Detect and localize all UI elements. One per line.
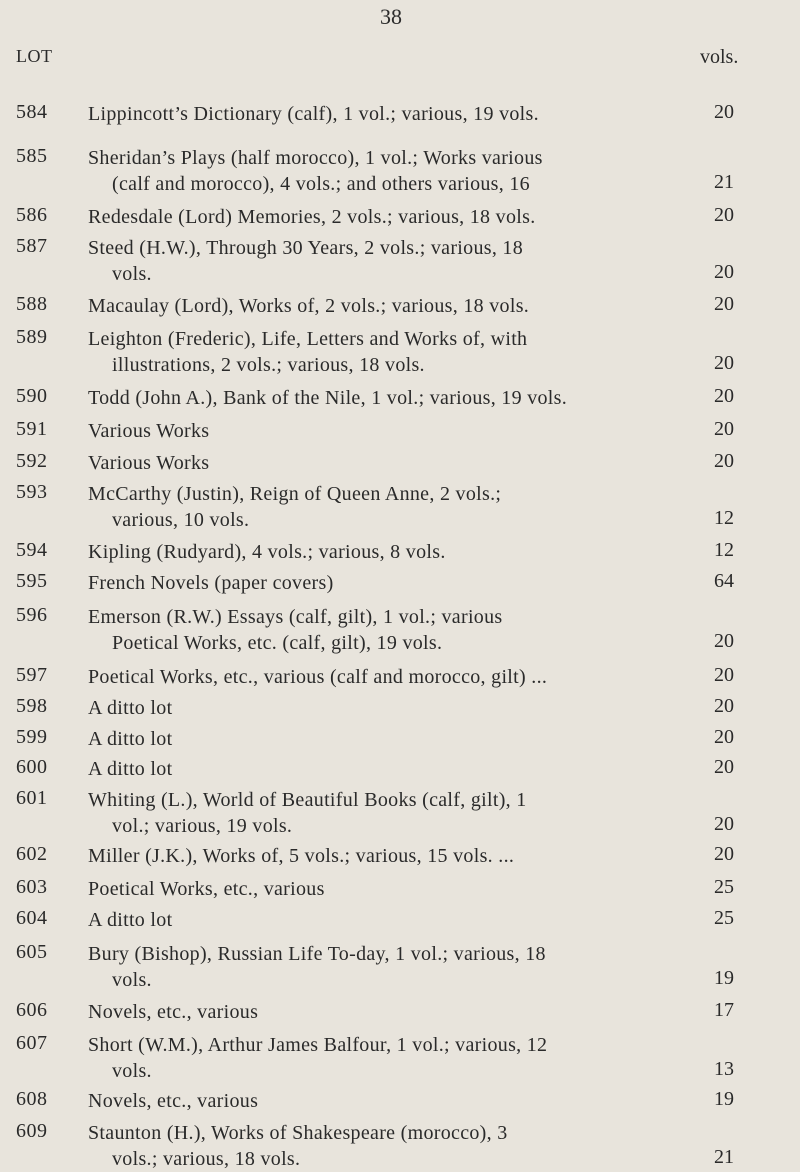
lot-description-continuation: various, 10 vols.: [112, 509, 250, 531]
lot-volume-count: 20: [714, 630, 734, 652]
lot-description: [88, 876, 648, 902]
lot-number: 599: [16, 726, 48, 748]
lot-description-line: A ditto lot: [88, 697, 173, 719]
lot-description-continuation: vols.: [112, 263, 152, 285]
lot-volume-count: 13: [714, 1058, 734, 1080]
lot-description-line: Todd (John A.), Bank of the Nile, 1 vol.; various, 19 vols.: [88, 387, 568, 409]
lot-number: 603: [16, 876, 48, 898]
lot-number: 600: [16, 756, 48, 778]
lot-description-line: Staunton (H.), Works of Shakespeare (morocco), 3: [88, 1122, 508, 1144]
lot-number: 601: [16, 787, 48, 809]
lot-description-line: Various Works: [88, 452, 210, 474]
lot-volume-count: 20: [714, 418, 734, 440]
lot-volume-count: 20: [714, 352, 734, 374]
lot-volume-count: 21: [714, 171, 734, 193]
lot-number: 592: [16, 450, 48, 472]
lot-volume-count: 20: [714, 204, 734, 226]
lot-description: [88, 450, 648, 476]
lot-number: 598: [16, 695, 48, 717]
lot-number: 591: [16, 418, 48, 440]
lot-volume-count: 20: [714, 756, 734, 778]
lot-volume-count: 17: [714, 999, 734, 1021]
lot-description: [88, 787, 648, 839]
lot-description-line: Miller (J.K.), Works of, 5 vols.; various, 15 vols. ...: [88, 845, 515, 867]
lot-description: [88, 293, 648, 319]
lot-number: 595: [16, 570, 48, 592]
lot-description: [88, 1120, 648, 1172]
lot-description: [88, 204, 648, 230]
lot-description-continuation: (calf and morocco), 4 vols.; and others various, 16: [112, 173, 530, 195]
lot-number: 593: [16, 481, 48, 503]
lot-description: [88, 570, 648, 596]
lot-number: 585: [16, 145, 48, 167]
lot-number: 604: [16, 907, 48, 929]
lot-description: [88, 999, 648, 1025]
lot-description-line: Emerson (R.W.) Essays (calf, gilt), 1 vol.; various: [88, 606, 503, 628]
lot-description: [88, 726, 648, 752]
lot-volume-count: 20: [714, 261, 734, 283]
lot-description-line: Poetical Works, etc., various: [88, 878, 325, 900]
lot-volume-count: 20: [714, 664, 734, 686]
lot-number: 589: [16, 326, 48, 348]
lot-description: [88, 539, 648, 565]
lot-description: [88, 695, 648, 721]
lot-description: [88, 418, 648, 444]
lot-volume-count: 20: [714, 101, 734, 123]
lot-volume-count: 19: [714, 967, 734, 989]
lot-description: [88, 145, 648, 197]
lot-description: [88, 1088, 648, 1114]
lot-description: [88, 604, 648, 656]
lot-description-line: Bury (Bishop), Russian Life To-day, 1 vol.; various, 18: [88, 943, 546, 965]
lot-number: 596: [16, 604, 48, 626]
lot-number: 594: [16, 539, 48, 561]
lot-description-line: Steed (H.W.), Through 30 Years, 2 vols.; various, 18: [88, 237, 524, 259]
lot-description-continuation: Poetical Works, etc. (calf, gilt), 19 vols.: [112, 632, 443, 654]
lot-description: [88, 907, 648, 933]
lot-volume-count: 20: [714, 385, 734, 407]
lot-description-line: Macaulay (Lord), Works of, 2 vols.; various, 18 vols.: [88, 295, 530, 317]
lot-volume-count: 25: [714, 876, 734, 898]
lot-number: 586: [16, 204, 48, 226]
lot-description-continuation: vols.; various, 18 vols.: [112, 1148, 301, 1170]
lot-description-line: Whiting (L.), World of Beautiful Books (calf, gilt), 1: [88, 789, 527, 811]
lot-description-line: Lippincott’s Dictionary (calf), 1 vol.; various, 19 vols.: [88, 103, 539, 125]
lot-description-line: French Novels (paper covers): [88, 572, 334, 594]
lot-description: [88, 664, 648, 690]
lot-description-continuation: vols.: [112, 1060, 152, 1082]
lot-description-continuation: vol.; various, 19 vols.: [112, 815, 293, 837]
lot-volume-count: 12: [714, 507, 734, 529]
lot-description: [88, 235, 648, 287]
lot-number: 584: [16, 101, 48, 123]
lot-volume-count: 20: [714, 843, 734, 865]
lot-description-line: Poetical Works, etc., various (calf and morocco, gilt) ...: [88, 666, 548, 688]
lot-description-continuation: illustrations, 2 vols.; various, 18 vols.: [112, 354, 425, 376]
lot-number: 608: [16, 1088, 48, 1110]
lot-volume-count: 20: [714, 450, 734, 472]
lot-number: 609: [16, 1120, 48, 1142]
lot-number: 602: [16, 843, 48, 865]
lot-description: [88, 1032, 648, 1084]
lot-description: [88, 941, 648, 993]
lot-volume-count: 21: [714, 1146, 734, 1168]
lot-description: [88, 843, 648, 869]
lot-description-line: Redesdale (Lord) Memories, 2 vols.; various, 18 vols.: [88, 206, 536, 228]
lot-number: 607: [16, 1032, 48, 1054]
lot-description-line: McCarthy (Justin), Reign of Queen Anne, 2 vols.;: [88, 483, 502, 505]
lot-description-line: Kipling (Rudyard), 4 vols.; various, 8 vols.: [88, 541, 446, 563]
lot-volume-count: 20: [714, 726, 734, 748]
lot-description-line: Leighton (Frederic), Life, Letters and Works of, with: [88, 328, 528, 350]
lot-description: [88, 326, 648, 378]
lot-volume-count: 20: [714, 813, 734, 835]
page-number: 38: [380, 4, 402, 29]
lot-description-line: Short (W.M.), Arthur James Balfour, 1 vol.; various, 12: [88, 1034, 548, 1056]
lot-description: [88, 756, 648, 782]
lot-volume-count: 19: [714, 1088, 734, 1110]
lot-description-line: Various Works: [88, 420, 210, 442]
lot-volume-count: 12: [714, 539, 734, 561]
vols-column-header: vols.: [700, 46, 739, 68]
lot-number: 605: [16, 941, 48, 963]
lot-description-line: A ditto lot: [88, 758, 173, 780]
lot-description-continuation: vols.: [112, 969, 152, 991]
lot-description-line: A ditto lot: [88, 728, 173, 750]
lot-description-line: A ditto lot: [88, 909, 173, 931]
lot-description: [88, 481, 648, 533]
lot-volume-count: 25: [714, 907, 734, 929]
lot-number: 590: [16, 385, 48, 407]
lot-volume-count: 20: [714, 695, 734, 717]
lot-description-line: Novels, etc., various: [88, 1001, 259, 1023]
lot-description: [88, 101, 648, 127]
lot-column-header: LOT: [16, 46, 53, 66]
lot-volume-count: 20: [714, 293, 734, 315]
lot-description-line: Sheridan’s Plays (half morocco), 1 vol.; Works various: [88, 147, 543, 169]
lot-number: 588: [16, 293, 48, 315]
lot-number: 606: [16, 999, 48, 1021]
lot-volume-count: 64: [714, 570, 734, 592]
lot-number: 587: [16, 235, 48, 257]
lot-number: 597: [16, 664, 48, 686]
lot-description: [88, 385, 648, 411]
lot-description-line: Novels, etc., various: [88, 1090, 259, 1112]
